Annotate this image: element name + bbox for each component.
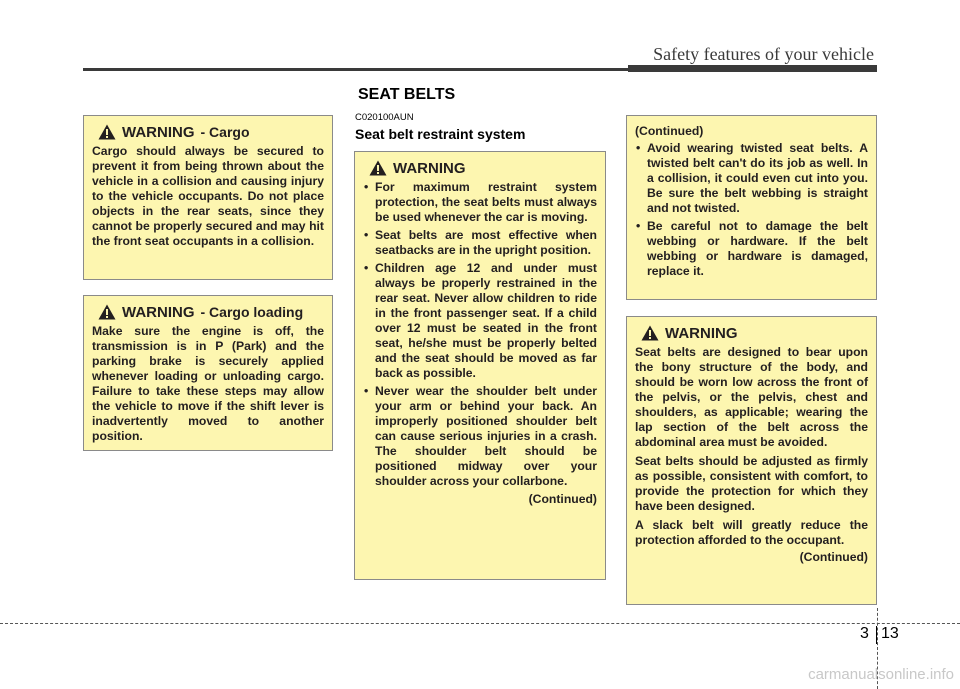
continued-label: (Continued) bbox=[799, 550, 868, 564]
continued-list bbox=[635, 141, 868, 279]
warning-subtitle: - Cargo bbox=[200, 123, 250, 140]
warning-label: WARNING bbox=[665, 324, 738, 342]
list-item: • Seat belts are most effective when seatbacks are in the upright position. bbox=[363, 228, 597, 258]
warning-label: WARNING bbox=[393, 159, 466, 177]
continued-box bbox=[626, 115, 877, 300]
warning-cargo-loading-text: Make sure the engine is off, the transmission is in P (Park) and the parking brake is securely applied whenever loading or unloading cargo. Failure to take these steps may allow the vehicle to move if the shift lever is inadvertently moved to another position. bbox=[92, 324, 324, 443]
header-rule-accent bbox=[628, 65, 877, 72]
page-number-divider bbox=[876, 626, 877, 644]
warning-label: WARNING bbox=[122, 303, 195, 321]
list-item: • Never wear the shoulder belt under your arm or behind your back. An improperly positioned shoulder belt can cause serious injuries in a crash. The shoulder belt should be positioned midway over your shoulder across your collarbone. bbox=[363, 384, 597, 489]
warning-seat-belts-box bbox=[354, 151, 606, 580]
page-number: 13 bbox=[881, 625, 899, 642]
list-item: • Be careful not to damage the belt webbing or hardware. If the belt webbing or hardware is damaged, replace it. bbox=[635, 219, 868, 279]
warning-seat-belts-list bbox=[363, 180, 597, 489]
warning-cargo-box bbox=[83, 115, 333, 280]
list-item: • For maximum restraint system protection, the seat belts must always be used whenever the car is moving. bbox=[363, 180, 597, 225]
warning-cargo-title bbox=[98, 124, 324, 140]
warning-cargo-text: Cargo should always be secured to prevent it from being thrown about the vehicle in a collision and causing injury to the vehicle occupants. Do not place objects in the rear seats, since they cannot be properly secured and may hit the front seat occupants in a collision. bbox=[92, 144, 324, 248]
running-header: Safety features of your vehicle bbox=[653, 44, 874, 64]
watermark: carmanualsonline.info bbox=[808, 666, 954, 683]
warning-belt-fit-paragraph: A slack belt will greatly reduce the protection afforded to the occupant. bbox=[635, 518, 868, 547]
section-title: SEAT BELTS bbox=[358, 86, 456, 103]
warning-triangle-icon bbox=[369, 160, 387, 176]
warning-cargo-loading-box bbox=[83, 295, 333, 451]
warning-belt-fit-title bbox=[641, 325, 868, 341]
warning-belt-fit-paragraph: Seat belts should be adjusted as firmly as possible, consistent with comfort, to provide the protection for which they have been designed. bbox=[635, 454, 868, 513]
warning-seat-belts-title bbox=[369, 160, 597, 176]
warning-cargo-loading-title bbox=[98, 304, 324, 320]
continued-header: (Continued) bbox=[635, 124, 704, 138]
page-chapter: 3 bbox=[860, 625, 869, 642]
warning-triangle-icon bbox=[98, 124, 116, 140]
footer-rule bbox=[0, 623, 960, 624]
warning-belt-fit-paragraph: Seat belts are designed to bear upon the bony structure of the body, and should be worn low across the front of the pelvis, or the pelvis, chest and shoulders, as applicable; wearing the lap section of the belt across the abdominal area must be avoided. bbox=[635, 345, 868, 449]
list-item: • Avoid wearing twisted seat belts. A twisted belt can't do its job as well. In a collision, it could even cut into you. Be sure the belt webbing is straight and not twisted. bbox=[635, 141, 868, 216]
warning-triangle-icon bbox=[98, 304, 116, 320]
section-subtitle: Seat belt restraint system bbox=[355, 126, 526, 142]
warning-label: WARNING bbox=[122, 123, 195, 141]
section-code: C020100AUN bbox=[355, 112, 414, 123]
warning-belt-fit-box bbox=[626, 316, 877, 605]
continued-label: (Continued) bbox=[528, 492, 597, 506]
list-item: • Children age 12 and under must always be properly restrained in the rear seat. Never allow children to ride in the front passenger seat. If a child over 12 must be seated in the front seat, he/she must be properly belted and the seat should be moved as far back as possible. bbox=[363, 261, 597, 381]
warning-subtitle: - Cargo loading bbox=[200, 303, 304, 320]
warning-triangle-icon bbox=[641, 325, 659, 341]
